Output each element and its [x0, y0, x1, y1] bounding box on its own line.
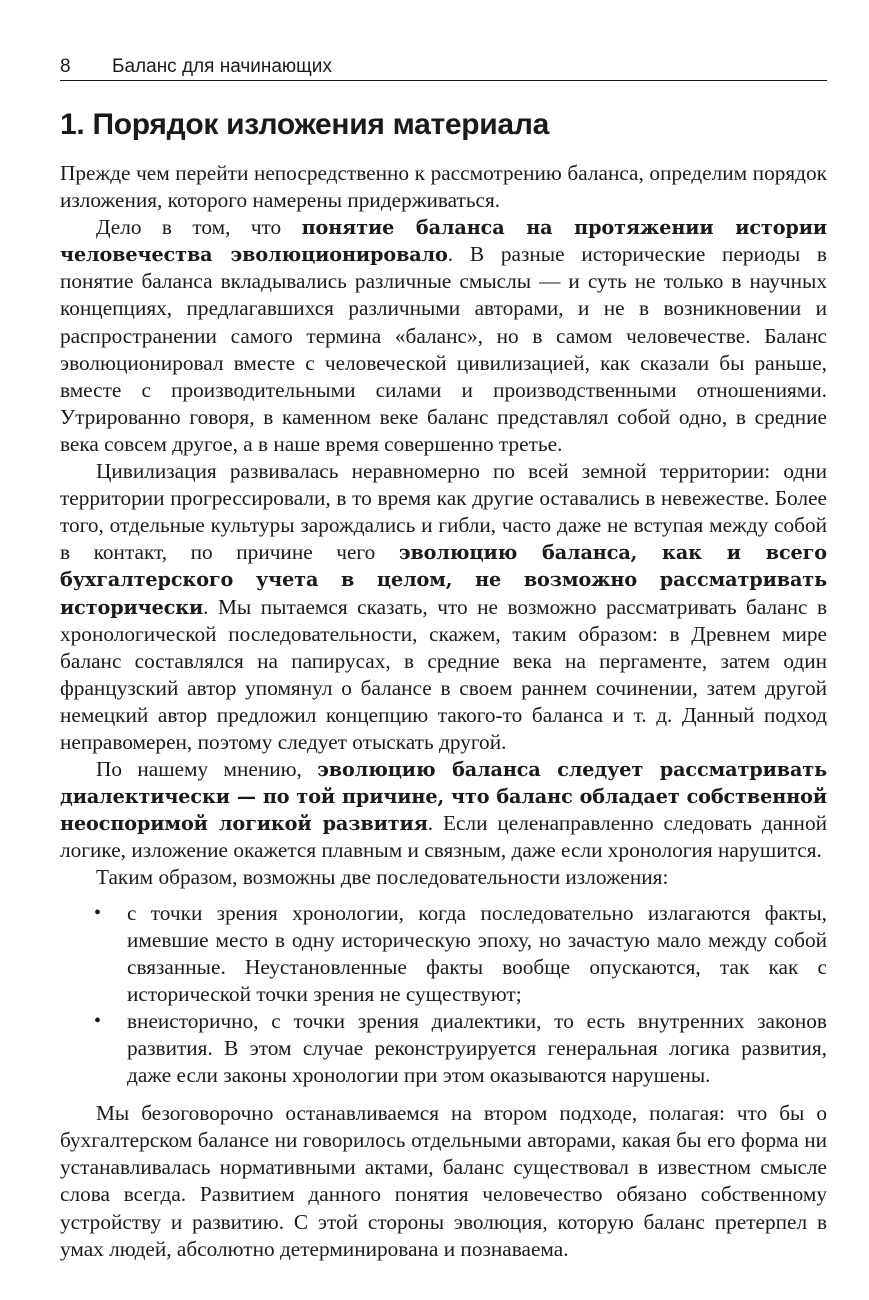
paragraph-text: . Если целенаправленно следовать данной логике, изложение окажется плавным и связным, даже если хронология нарушится.	[60, 811, 827, 863]
emphasis-text: понятие баланса на протяжении истории человечества эволюционировало	[60, 216, 827, 267]
running-title: Баланс для начинающих	[112, 56, 332, 77]
chapter-title: 1. Порядок изложения материала	[60, 108, 549, 141]
list-item	[60, 1008, 827, 1089]
list-item-text: внеисторично, с точки зрения диалектики, то есть внутренних законов развития. В этом случае реконструируется генеральная логика развития, даже если законы хронологии при этом оказываются нарушены.	[127, 1008, 827, 1088]
emphasis-text: эволюцию баланса, как и всего бухгалтерского учета в целом, не возможно рассматривать исторически	[60, 541, 827, 619]
paragraph-intro: Прежде чем перейти непосредственно к рассмотрению баланса, определим порядок изложения, которого намерены придерживаться.	[60, 161, 827, 213]
paragraph-text: . Мы пытаемся сказать, что не возможно рассматривать баланс в хронологической последовательности, скажем, таким образом: в Древнем мире баланс составлялся на папирусах, в средние века на пергаменте, затем один французский автор упомянул о балансе в своем раннем сочинении, затем другой немецкий автор предложил концепцию такого-то баланса и т. д. Данный подход неправомерен, поэтому следует отыскать другой.	[60, 594, 827, 754]
bullet-icon: •	[94, 901, 102, 924]
book-page	[60, 56, 827, 1263]
paragraph-text: . В разные исторические периоды в понятие баланса вкладывались различные смыслы — и суть не только в научных концепциях, предлагавшихся различными авторами, и не в возникновении и распространении самого термина «баланс», но в самом человечестве. Баланс эволюционировал вместе с человеческой цивилизацией, как сказали бы раньше, вместе с производительными силами и производственными отношениями. Утрированно говоря, в каменном веке баланс представлял собой одно, в средние века совсем другое, а в наше время совершенно третье.	[60, 242, 827, 456]
list-item-text: с точки зрения хронологии, когда последовательно излагаются факты, имевшие место в одну историческую эпоху, но зачастую мало между собой связанные. Неустановленные факты вообще опускаются, так как с исторической точки зрения не существуют;	[127, 900, 827, 1006]
paragraph-text: По нашему мнению,	[96, 757, 318, 782]
list-item	[60, 900, 827, 1008]
running-header	[60, 56, 827, 81]
paragraph-text: Цивилизация развивалась неравномерно по всей земной территории: одни территории прогрессировали, в то время как другие оставались в невежестве. Более того, отдельные культуры зарождались и гибли, часто даже не вступая между собой в контакт, по причине чего	[60, 459, 827, 565]
paragraph-text: Дело в том, что	[96, 215, 302, 240]
page-number: 8	[60, 56, 71, 77]
body-text	[60, 160, 827, 1263]
bullet-icon: •	[94, 1009, 102, 1032]
paragraph-conclusion: Мы безоговорочно останавливаемся на втором подходе, полагая: что бы о бухгалтерском балансе ни говорилось отдельными авторами, какая бы его форма ни устанавливалась нормативными актами, баланс существовал в известном смысле слова всегда. Развитием данного понятия человечество обязано собственному устройству и развитию. С этой стороны эволюция, которую баланс претерпел в умах людей, абсолютно детерминирована и познаваема.	[60, 1101, 827, 1261]
paragraph-sequences: Таким образом, возможны две последовательности изложения:	[96, 865, 669, 890]
paragraph-civilization	[60, 458, 827, 756]
paragraph-evolution	[60, 214, 827, 458]
bullet-list	[60, 900, 827, 1090]
emphasis-text: эволюцию баланса следует рассматривать диалектически — по той причине, что баланс обладает собственной неоспоримой логикой развития	[60, 758, 827, 836]
paragraph-dialectics	[60, 756, 827, 864]
